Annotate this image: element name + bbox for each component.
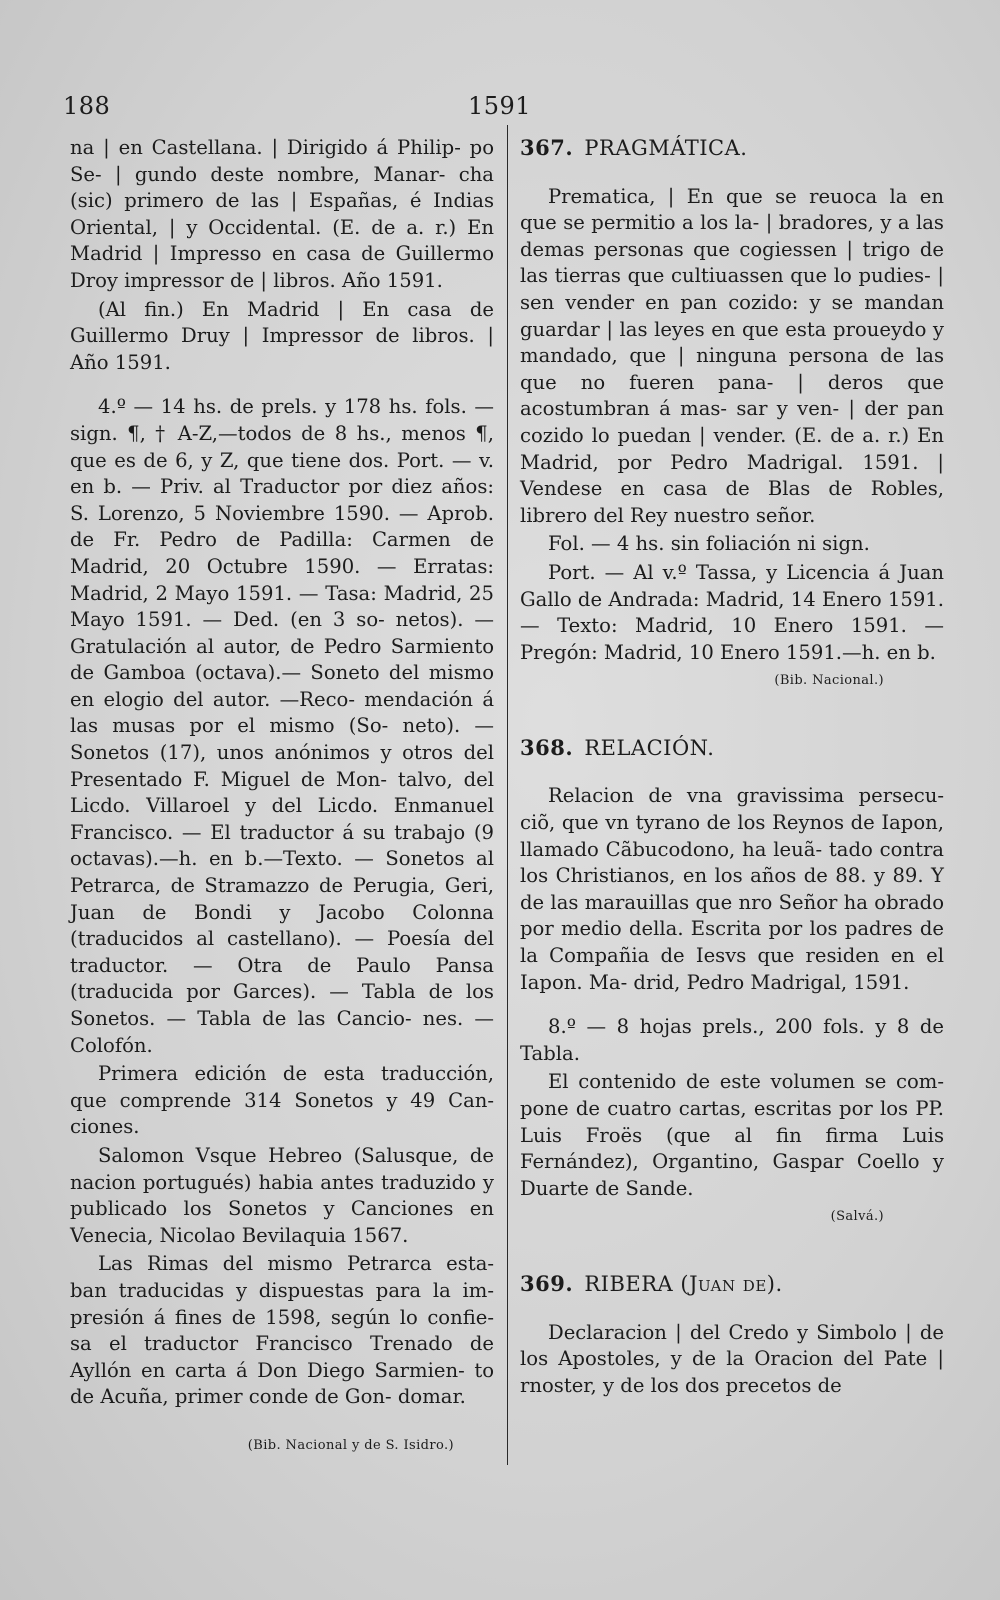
entry-369-heading bbox=[520, 1271, 944, 1298]
page-number: 188 bbox=[63, 92, 111, 120]
entry-368-detail: El contenido de este volumen se com- pone de cuatro cartas, escritas por los PP. Luis Froës (que al fin firma Luis Fernández), Organtino, Gaspar Coello y Duarte de Sande. bbox=[520, 1070, 944, 1200]
entry-367-format: Fol. — 4 hs. sin foliación ni sign. bbox=[548, 532, 870, 556]
entry-369-title: Declaracion | del Credo y Simbolo | de los Apostoles, y de la Oracion del Pate | rnoster, y de los dos precetos de bbox=[520, 1320, 944, 1397]
entry-number: 369. bbox=[520, 1270, 574, 1296]
entry-title: PRAGMÁTICA. bbox=[584, 136, 748, 160]
colophon-paragraph: (Al fin.) En Madrid | En casa de Guillermo Druy | Impressor de libros. | Año 1591. bbox=[70, 297, 494, 374]
entry-368-format: 8.º — 8 hojas prels., 200 fols. y 8 de Tabla. bbox=[520, 1015, 944, 1065]
description-paragraph: 4.º — 14 hs. de prels. y 178 hs. fols. — sign. ¶, † A-Z,—todos de 8 hs., menos ¶, que es de 6, y Z, que tiene dos. Port. — v. en b. — Priv. al Traductor por diez años: S. Lorenzo, 5 Noviembre 1590. — Aprob. de Fr. Pedro de Padilla: Carmen de Madrid, 20 Octubre 1590. — Erratas: Madrid, 2 Mayo 1591. — Tasa: Madrid, 25 Mayo 1591. — Ded. (en 3 so- netos). — Gratulación al autor, de Pedro Sarmiento de Gamboa (octava).— Soneto del mismo en elogio del autor. —Reco- mendación á las musas por el mismo (So- neto). — Sonetos (17), unos anónimos y otros del Presentado F. Miguel de Mon- talvo, del Licdo. Villaroel y del Licdo. Enmanuel Francisco. — El traductor á su trabajo (9 octavas).—h. en b.—Texto. — Sonetos al Petrarca, de Stramazzo de Perugia, Geri, Juan de Bondi y Jacobo Colonna (traducidos al castellano). — Poesía del traductor. — Otra de Paulo Pansa (traducida por Garces). — Tabla de los Sonetos. — Tabla de las Cancio- nes. — Colofón. bbox=[70, 395, 494, 1057]
entry-number: 368. bbox=[520, 734, 574, 760]
right-column bbox=[520, 135, 944, 1401]
entry-title: RIBERA ( bbox=[584, 1271, 690, 1296]
entry-367-heading bbox=[520, 135, 944, 162]
entry-number: 367. bbox=[520, 135, 574, 160]
entry-368-source: (Salvá.) bbox=[830, 1209, 884, 1225]
entry-367-source: (Bib. Nacional.) bbox=[774, 673, 884, 689]
entry-title-end: ). bbox=[766, 1271, 783, 1296]
note-paragraph-1: Primera edición de esta traducción, que comprende 314 Sonetos y 49 Can- ciones. bbox=[70, 1062, 494, 1139]
entry-367-detail: Port. — Al v.º Tassa, y Licencia á Juan Gallo de Andrada: Madrid, 14 Enero 1591. — Texto: Madrid, 10 Enero 1591. — Pregón: Madrid, 10 Enero 1591.—h. en b. bbox=[520, 560, 944, 664]
author-name: Juan de bbox=[689, 1271, 767, 1296]
source-note: (Bib. Nacional y de S. Isidro.) bbox=[247, 1437, 454, 1453]
entry-368-heading bbox=[520, 735, 944, 762]
entry-367-title: Prematica, | En que se reuoca la en que se permitio a los la- | bradores, y a las demas personas que cogiessen | trigo de las tierras que cultiuassen que lo pudies- | sen vender en pan cozido: y se mandan guardar | las leyes en que esta proueydo y mandado, que | ninguna persona de las que no fueren pana- | deros que acostumbran á mas- sar y ven- | der pan cozido lo puedan | vender. (E. de a. r.) En Madrid, por Pedro Madrigal. 1591. | Vendese en casa de Blas de Robles, librero del Rey nuestro señor. bbox=[520, 184, 944, 527]
column-divider bbox=[507, 125, 508, 1465]
entry-title: RELACIÓN. bbox=[584, 735, 715, 760]
left-column bbox=[70, 135, 494, 1462]
intro-paragraph: na | en Castellana. | Dirigido á Philip- po Se- | gundo deste nombre, Manar- cha (sic) primero de las | Españas, é Indias Oriental, | y Occidental. (E. de a. r.) En Madrid | Impresso en casa de Guillermo Droy impressor de | libros. Año 1591. bbox=[70, 136, 494, 292]
note-paragraph-2: Salomon Vsque Hebreo (Salusque, de nacion portugués) habia antes traduzido y publicado los Sonetos y Canciones en Venecia, Nicolao Bevilaquia 1567. bbox=[70, 1143, 494, 1247]
note-paragraph-3: Las Rimas del mismo Petrarca esta- ban traducidas y dispuestas para la im- presión á fines de 1598, según lo confie- sa el traductor Francisco Trenado de Ayllón en carta á Don Diego Sarmien- to de Acuña, primer conde de Gon- domar. bbox=[70, 1252, 494, 1409]
page-year: 1591 bbox=[468, 92, 532, 120]
entry-368-title: Relacion de vna gravissima persecu- ciõ, que vn tyrano de los Reynos de Iapon, llamado Cãbucodono, ha leuã- tado contra los Christianos, en los años de 88. y 89. Y de las marauillas que nro Señor ha obrado por medio della. Escrita por los padres de la Compañia de Iesvs que residen en el Iapon. Ma- drid, Pedro Madrigal, 1591. bbox=[520, 784, 944, 994]
